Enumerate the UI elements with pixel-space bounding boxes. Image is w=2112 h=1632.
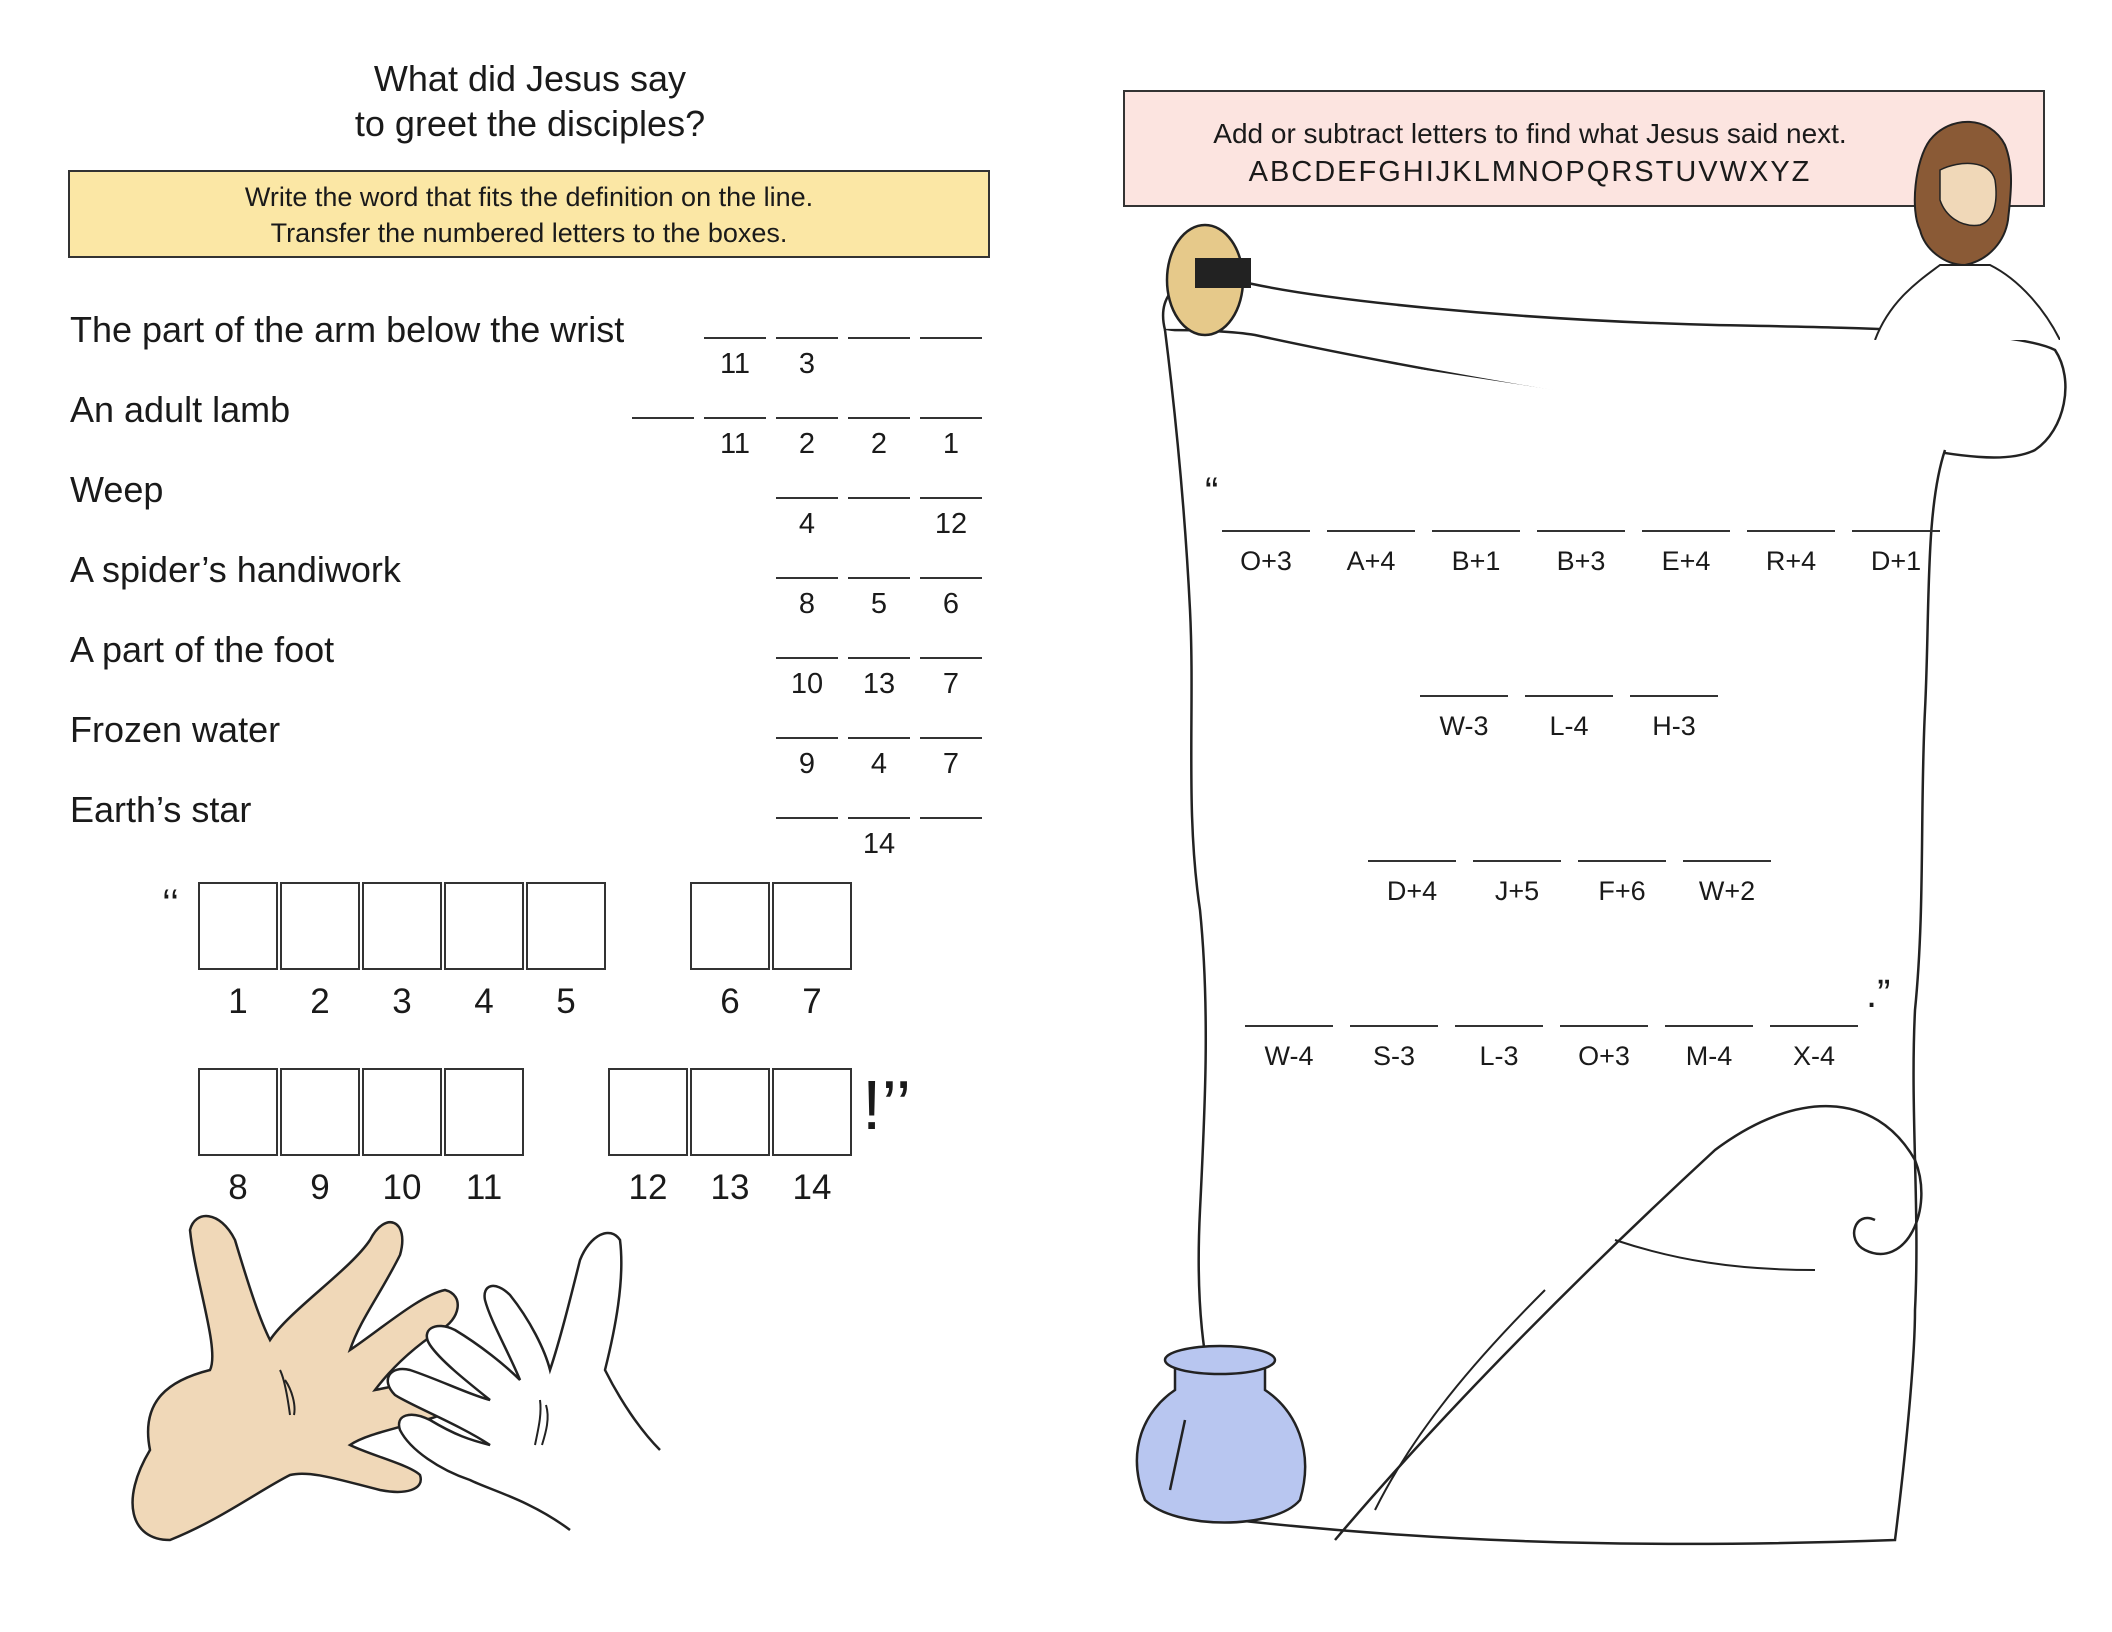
answer-box-number: 8 xyxy=(228,1168,248,1207)
answer-box-number: 2 xyxy=(310,982,330,1021)
instructions-line-2: Transfer the numbered letters to the boxes. xyxy=(270,218,788,248)
scroll-icon xyxy=(1163,277,2065,1543)
decode-blank[interactable] xyxy=(1420,695,1508,697)
letter-number: 8 xyxy=(798,588,816,620)
letter-code: W+2 xyxy=(1698,876,1756,906)
letter-number: 2 xyxy=(798,428,816,460)
answer-box[interactable] xyxy=(690,882,770,970)
letter-number: 14 xyxy=(862,828,896,860)
letter-number: 2 xyxy=(870,428,888,460)
open-quote: ‘‘ xyxy=(162,882,180,926)
pierced-hands-illustration xyxy=(110,1200,910,1570)
decode-blank[interactable] xyxy=(1327,530,1415,532)
alphabet-key: ABCDEFGHIJKLMNOPQRSTUVWXYZ xyxy=(1248,156,1812,188)
answer-blank[interactable] xyxy=(776,577,838,579)
answer-blank[interactable] xyxy=(704,337,766,339)
answer-blank[interactable] xyxy=(848,737,910,739)
letter-number: 4 xyxy=(798,508,816,540)
answer-box-number: 9 xyxy=(310,1168,330,1207)
answer-blank[interactable] xyxy=(848,497,910,499)
answer-box-number: 11 xyxy=(465,1168,503,1207)
answer-blank[interactable] xyxy=(848,657,910,659)
letter-code: H-3 xyxy=(1652,711,1696,741)
answer-blank[interactable] xyxy=(920,417,982,419)
letter-code: W-4 xyxy=(1264,1041,1314,1071)
letter-code: B+3 xyxy=(1556,546,1606,576)
answer-blank[interactable] xyxy=(776,337,838,339)
letter-code: L-3 xyxy=(1479,1041,1519,1071)
answer-blank[interactable] xyxy=(776,737,838,739)
answer-box[interactable] xyxy=(198,1068,278,1156)
answer-box-number: 6 xyxy=(720,982,740,1021)
decode-blank[interactable] xyxy=(1770,1025,1858,1027)
letter-code: S-3 xyxy=(1372,1041,1416,1071)
close-quote: !’’ xyxy=(862,1066,912,1144)
answer-blank[interactable] xyxy=(776,497,838,499)
letter-number: 1 xyxy=(942,428,960,460)
decode-blank[interactable] xyxy=(1747,530,1835,532)
answer-box[interactable] xyxy=(608,1068,688,1156)
letter-number: 10 xyxy=(790,668,824,700)
decode-blank[interactable] xyxy=(1560,1025,1648,1027)
decode-blank[interactable] xyxy=(1368,860,1456,862)
decode-blank[interactable] xyxy=(1852,530,1940,532)
decode-blank[interactable] xyxy=(1245,1025,1333,1027)
answer-box[interactable] xyxy=(280,882,360,970)
answer-blank[interactable] xyxy=(848,417,910,419)
answer-box-number: 13 xyxy=(710,1168,750,1207)
decode-blank[interactable] xyxy=(1642,530,1730,532)
decode-blank[interactable] xyxy=(1222,530,1310,532)
answer-box[interactable] xyxy=(526,882,606,970)
decode-blank[interactable] xyxy=(1683,860,1771,862)
title-line-2: to greet the disciples? xyxy=(354,103,706,144)
puzzle-instructions-text: Add or subtract letters to find what Jesus said next. xyxy=(1213,118,1847,149)
decode-blank[interactable] xyxy=(1665,1025,1753,1027)
answer-box[interactable] xyxy=(444,1068,524,1156)
letter-number: 7 xyxy=(942,748,960,780)
answer-box-number: 12 xyxy=(628,1168,668,1207)
decode-blank[interactable] xyxy=(1537,530,1625,532)
letter-code: L-4 xyxy=(1549,711,1589,741)
letter-code: O+3 xyxy=(1578,1041,1630,1071)
letter-number: 12 xyxy=(934,508,968,540)
answer-box[interactable] xyxy=(362,882,442,970)
answer-blank[interactable] xyxy=(776,657,838,659)
letter-code: B+1 xyxy=(1451,546,1501,576)
clue-text: Weep xyxy=(70,469,164,510)
decode-blank[interactable] xyxy=(1350,1025,1438,1027)
puzzle-instructions xyxy=(1130,115,1930,191)
clue-text: The part of the arm below the wrist xyxy=(70,309,625,350)
letter-code: E+4 xyxy=(1661,546,1711,576)
decode-blank[interactable] xyxy=(1455,1025,1543,1027)
answer-box[interactable] xyxy=(772,1068,852,1156)
answer-blank[interactable] xyxy=(632,417,694,419)
clue-text: A part of the foot xyxy=(70,629,335,670)
letter-number: 13 xyxy=(862,668,896,700)
answer-box-number: 10 xyxy=(382,1168,422,1207)
letter-number: 3 xyxy=(798,348,816,380)
decode-blank[interactable] xyxy=(1630,695,1718,697)
clue-text: Frozen water xyxy=(70,709,281,750)
title-line-1: What did Jesus say xyxy=(373,58,687,99)
decode-blank[interactable] xyxy=(1432,530,1520,532)
letter-number: 6 xyxy=(942,588,960,620)
letter-number: 4 xyxy=(870,748,888,780)
page-title xyxy=(250,56,810,146)
answer-blank[interactable] xyxy=(920,337,982,339)
letter-code: X-4 xyxy=(1792,1041,1836,1071)
letter-number: 11 xyxy=(719,428,751,460)
letter-code: M-4 xyxy=(1685,1041,1733,1071)
answer-box-number: 4 xyxy=(474,982,494,1021)
answer-blank[interactable] xyxy=(704,417,766,419)
letter-code: D+4 xyxy=(1386,876,1438,906)
clue-text: A spider’s handiwork xyxy=(70,549,401,590)
message-open-quote: “ xyxy=(1205,470,1219,514)
decode-blank[interactable] xyxy=(1525,695,1613,697)
answer-blank[interactable] xyxy=(920,657,982,659)
clue-text: An adult lamb xyxy=(70,389,291,430)
answer-box-number: 5 xyxy=(556,982,576,1021)
answer-blank[interactable] xyxy=(776,417,838,419)
letter-code: W-3 xyxy=(1439,711,1489,741)
decode-blank[interactable] xyxy=(1473,860,1561,862)
answer-box-number: 3 xyxy=(392,982,412,1021)
answer-blank[interactable] xyxy=(776,817,838,819)
answer-box[interactable] xyxy=(444,882,524,970)
answer-box-number: 7 xyxy=(802,982,822,1021)
answer-box-number: 14 xyxy=(792,1168,832,1207)
answer-blank[interactable] xyxy=(920,817,982,819)
letter-number: 9 xyxy=(798,748,816,780)
jesus-portrait-icon xyxy=(1870,100,2060,340)
letter-code: F+6 xyxy=(1598,876,1646,906)
answer-blank[interactable] xyxy=(920,737,982,739)
letter-code: D+1 xyxy=(1870,546,1922,576)
answer-blank[interactable] xyxy=(848,817,910,819)
clue-text: Earth’s star xyxy=(70,789,252,830)
message-close-quote: .” xyxy=(1866,972,1891,1016)
answer-box[interactable] xyxy=(362,1068,442,1156)
answer-blank[interactable] xyxy=(920,577,982,579)
letter-code: J+5 xyxy=(1494,876,1540,906)
answer-box[interactable] xyxy=(772,882,852,970)
answer-blank[interactable] xyxy=(848,577,910,579)
answer-box-number: 1 xyxy=(228,982,248,1021)
right-hand-icon xyxy=(388,1233,660,1530)
letter-code: O+3 xyxy=(1240,546,1292,576)
answer-blank[interactable] xyxy=(920,497,982,499)
letter-code: A+4 xyxy=(1346,546,1396,576)
letter-code: R+4 xyxy=(1765,546,1817,576)
letter-number: 5 xyxy=(870,588,888,620)
answer-box[interactable] xyxy=(690,1068,770,1156)
answer-blank[interactable] xyxy=(848,337,910,339)
letter-number: 11 xyxy=(719,348,751,380)
decode-blank[interactable] xyxy=(1578,860,1666,862)
letter-number: 7 xyxy=(942,668,960,700)
instructions-line-1: Write the word that fits the definition on the line. xyxy=(244,182,814,212)
answer-box[interactable] xyxy=(198,882,278,970)
instructions-box xyxy=(68,170,990,258)
answer-box[interactable] xyxy=(280,1068,360,1156)
